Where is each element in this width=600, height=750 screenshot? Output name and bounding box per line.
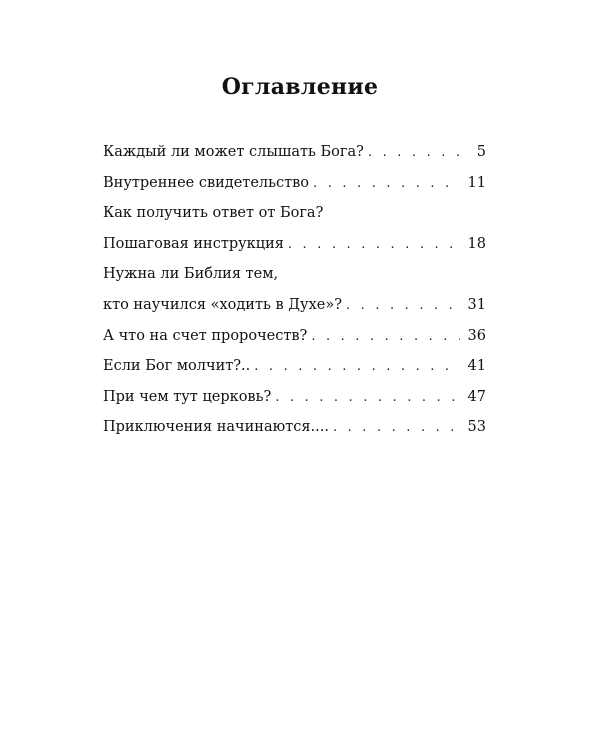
toc-entry-title: Если Бог молчит?.. (103, 358, 251, 375)
toc-entry-title: Нужна ли Библия тем, (103, 266, 279, 283)
toc-entry-title: Пошаговая инструкция (103, 235, 284, 252)
toc-entry-3-line-1 (103, 201, 486, 232)
toc-entry-title: Внутреннее свидетельство (103, 174, 310, 191)
dot-leader (309, 172, 460, 196)
toc-entry-page: 5 (476, 144, 486, 160)
toc-entry-title: Приключения начинаются.... (103, 419, 329, 436)
toc-entry-title: кто научился «ходить в Духе»? (103, 296, 342, 313)
toc-entry-title: А что на счет пророчеств? (103, 327, 308, 344)
toc-entry-5 (103, 324, 486, 355)
dot-leader (329, 416, 460, 440)
toc-entry-page: 47 (467, 388, 486, 405)
toc-entry-page: 11 (467, 174, 486, 191)
dot-leader (364, 141, 460, 165)
toc-entry-3-line-2 (103, 232, 486, 263)
table-of-contents (103, 140, 486, 446)
dot-leader (342, 294, 460, 318)
toc-entry-page: 53 (467, 419, 486, 436)
dot-leader (284, 233, 460, 257)
toc-entry-title: Каждый ли может слышать Бога? (103, 144, 364, 160)
dot-leader (307, 325, 460, 349)
toc-entry-4-line-1 (103, 262, 486, 293)
toc-entry-1 (103, 140, 486, 171)
dot-leader (250, 355, 460, 379)
toc-entry-4-line-2 (103, 293, 486, 324)
toc-entry-page: 36 (467, 327, 486, 344)
toc-entry-page: 18 (467, 235, 486, 252)
toc-entry-page: 41 (467, 358, 486, 375)
toc-entry-title: Как получить ответ от Бога? (103, 205, 324, 222)
toc-entry-title: При чем тут церковь? (103, 388, 272, 405)
toc-entry-page: 31 (467, 296, 486, 313)
toc-entry-6 (103, 354, 486, 385)
dot-leader (271, 386, 460, 410)
page-title: Оглавление (221, 74, 379, 100)
toc-entry-7 (103, 385, 486, 416)
toc-entry-8 (103, 415, 486, 446)
toc-entry-2 (103, 171, 486, 202)
